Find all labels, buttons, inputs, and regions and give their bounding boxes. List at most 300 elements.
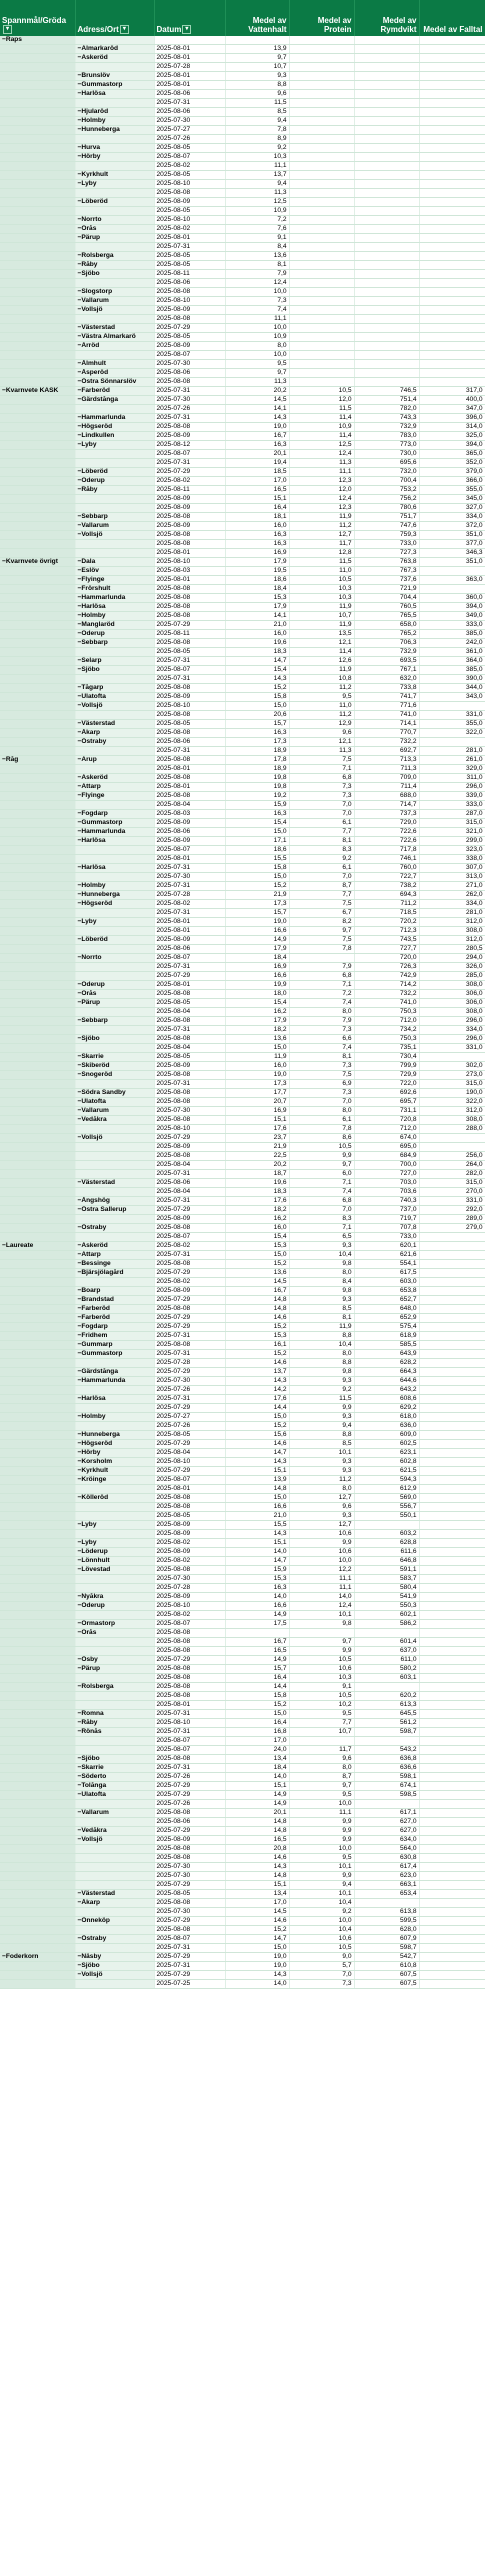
table-row — [0, 1008, 485, 1017]
density-cell: 598,5 — [354, 1791, 419, 1800]
place-cell — [75, 1044, 154, 1053]
place-cell — [75, 972, 154, 981]
place-cell[interactable]: −Pärup — [75, 1665, 154, 1674]
density-cell: 760,5 — [354, 603, 419, 612]
table-row — [0, 621, 485, 630]
table-row — [0, 909, 485, 918]
table-row — [0, 747, 485, 756]
place-cell[interactable]: −Pärup — [75, 234, 154, 243]
water-cell: 14,9 — [225, 936, 289, 945]
place-cell[interactable]: −Harlösa — [75, 603, 154, 612]
crop-cell — [0, 1548, 75, 1557]
falltal-cell — [419, 1260, 485, 1269]
place-cell[interactable]: −Attarp — [75, 783, 154, 792]
place-cell[interactable]: −Kröinge — [75, 1476, 154, 1485]
date-cell: 2025-08-08 — [154, 531, 225, 540]
place-cell[interactable]: −Oderup — [75, 1602, 154, 1611]
filter-dropdown-icon[interactable]: ▾ — [120, 25, 129, 34]
falltal-cell — [419, 162, 485, 171]
header-place[interactable]: Adress/Ort ▾ — [75, 0, 154, 36]
crop-cell — [0, 1458, 75, 1467]
protein-cell: 9,9 — [289, 1539, 354, 1548]
crop-cell[interactable]: −Råg — [0, 756, 75, 765]
protein-cell: 12,8 — [289, 549, 354, 558]
place-cell[interactable]: −Fridhem — [75, 1332, 154, 1341]
place-cell[interactable]: −Farberöd — [75, 1305, 154, 1314]
falltal-cell: 333,0 — [419, 621, 485, 630]
place-cell[interactable]: −Holmby — [75, 612, 154, 621]
falltal-cell — [419, 1314, 485, 1323]
table-row — [0, 837, 485, 846]
place-cell[interactable]: −Ålmhult — [75, 360, 154, 369]
place-cell[interactable]: −Hörby — [75, 153, 154, 162]
density-cell: 714,2 — [354, 981, 419, 990]
protein-cell: 10,5 — [289, 1143, 354, 1152]
water-cell: 16,4 — [225, 1719, 289, 1728]
falltal-cell — [419, 369, 485, 378]
place-cell[interactable]: −Hammarlunda — [75, 414, 154, 423]
header-crop[interactable]: Spannmål/Gröda▾ — [0, 0, 75, 36]
water-cell: 14,0 — [225, 1773, 289, 1782]
crop-cell[interactable]: −Foderkorn — [0, 1953, 75, 1962]
place-cell[interactable]: −Askeröd — [75, 1242, 154, 1251]
place-cell[interactable]: −Lönnhult — [75, 1557, 154, 1566]
density-cell: 646,8 — [354, 1557, 419, 1566]
place-cell[interactable]: −Hjularöd — [75, 108, 154, 117]
place-cell[interactable]: −Norrto — [75, 954, 154, 963]
place-cell[interactable]: −Gärdstånga — [75, 396, 154, 405]
place-cell[interactable]: −Brandstad — [75, 1296, 154, 1305]
place-cell[interactable]: −Snogeröd — [75, 1071, 154, 1080]
place-cell[interactable]: −Vollsjö — [75, 306, 154, 315]
falltal-cell: 394,0 — [419, 441, 485, 450]
table-row — [0, 1170, 485, 1179]
falltal-cell: 242,0 — [419, 639, 485, 648]
place-cell[interactable]: −Västra Almarkarö — [75, 333, 154, 342]
falltal-cell — [419, 1557, 485, 1566]
place-cell[interactable]: −Gummastorp — [75, 819, 154, 828]
place-cell[interactable]: −Almarkaröd — [75, 45, 154, 54]
place-cell[interactable]: −Lyby — [75, 918, 154, 927]
place-cell[interactable]: −Bjärsjölagård — [75, 1269, 154, 1278]
place-cell[interactable]: −Sjöbo — [75, 1755, 154, 1764]
density-cell: 543,2 — [354, 1746, 419, 1755]
place-cell[interactable]: −Sebbarp — [75, 513, 154, 522]
protein-cell: 8,0 — [289, 1485, 354, 1494]
place-cell[interactable]: −Vedåkra — [75, 1827, 154, 1836]
table-row — [0, 1305, 485, 1314]
falltal-cell: 313,0 — [419, 873, 485, 882]
place-cell[interactable]: −Manglaröd — [75, 621, 154, 630]
place-cell[interactable]: −Flyinge — [75, 792, 154, 801]
table-row — [0, 414, 485, 423]
falltal-cell — [419, 243, 485, 252]
place-cell[interactable]: −Vollsjö — [75, 1971, 154, 1980]
place-cell[interactable]: −Råby — [75, 261, 154, 270]
place-cell[interactable]: −Gärdstånga — [75, 1368, 154, 1377]
density-cell: 653,4 — [354, 1890, 419, 1899]
density-cell: 564,0 — [354, 1845, 419, 1854]
falltal-cell — [419, 1962, 485, 1971]
falltal-cell: 343,0 — [419, 693, 485, 702]
crop-cell — [0, 585, 75, 594]
place-cell[interactable]: −Ärröd — [75, 342, 154, 351]
water-cell: 9,5 — [225, 360, 289, 369]
place-cell[interactable]: −Vedåkra — [75, 1116, 154, 1125]
place-cell[interactable]: −Högseröd — [75, 900, 154, 909]
date-cell: 2025-07-29 — [154, 1881, 225, 1890]
place-cell[interactable]: −Orås — [75, 990, 154, 999]
falltal-cell — [419, 1917, 485, 1926]
crop-cell[interactable]: −Laureate — [0, 1242, 75, 1251]
density-cell — [354, 144, 419, 153]
water-cell: 11,3 — [225, 189, 289, 198]
water-cell: 16,9 — [225, 963, 289, 972]
place-cell[interactable]: −Brunslöv — [75, 72, 154, 81]
place-cell[interactable]: −Fogdarp — [75, 810, 154, 819]
place-cell[interactable]: −Norrto — [75, 216, 154, 225]
crop-cell — [0, 1170, 75, 1179]
place-cell[interactable]: −Harlösa — [75, 1395, 154, 1404]
density-cell: 621,5 — [354, 1467, 419, 1476]
place-cell[interactable]: −Selarp — [75, 657, 154, 666]
place-cell[interactable]: −Östra Sallerup — [75, 1206, 154, 1215]
place-cell[interactable]: −Tolånga — [75, 1782, 154, 1791]
protein-cell: 7,5 — [289, 756, 354, 765]
table-row — [0, 45, 485, 54]
crop-cell — [0, 1395, 75, 1404]
falltal-cell: 321,0 — [419, 828, 485, 837]
filter-dropdown-icon[interactable]: ▾ — [3, 25, 12, 34]
density-cell: 643,9 — [354, 1350, 419, 1359]
density-cell: 617,1 — [354, 1809, 419, 1818]
place-cell[interactable]: −Åsperöd — [75, 369, 154, 378]
place-cell — [75, 1701, 154, 1710]
place-cell[interactable]: −Attarp — [75, 1251, 154, 1260]
place-cell[interactable]: −Lyby — [75, 1521, 154, 1530]
date-cell: 2025-08-03 — [154, 810, 225, 819]
place-cell[interactable]: −Farberöd — [75, 1314, 154, 1323]
place-cell[interactable]: −Västerstad — [75, 720, 154, 729]
table-row — [0, 36, 485, 45]
place-cell[interactable]: −Vallarum — [75, 1809, 154, 1818]
place-cell[interactable]: −Romna — [75, 1710, 154, 1719]
protein-cell — [289, 36, 354, 45]
falltal-cell: 307,0 — [419, 864, 485, 873]
place-cell — [75, 1485, 154, 1494]
density-cell: 598,7 — [354, 1944, 419, 1953]
place-cell[interactable]: −Löderup — [75, 1548, 154, 1557]
falltal-cell — [419, 1656, 485, 1665]
crop-cell — [0, 468, 75, 477]
place-cell[interactable]: −Farberöd — [75, 387, 154, 396]
density-cell: 623,1 — [354, 1449, 419, 1458]
header-water[interactable]: Medel av Vattenhalt — [225, 0, 289, 36]
date-cell: 2025-07-29 — [154, 1440, 225, 1449]
water-cell: 14,9 — [225, 1791, 289, 1800]
place-cell[interactable]: −Rolsberga — [75, 252, 154, 261]
crop-cell[interactable]: −Kvarnvete övrigt — [0, 558, 75, 567]
place-cell[interactable]: −Kölleröd — [75, 1494, 154, 1503]
water-cell: 21,0 — [225, 621, 289, 630]
density-cell: 628,2 — [354, 1359, 419, 1368]
place-cell[interactable]: −Skarrie — [75, 1764, 154, 1773]
place-cell[interactable]: −Kyrkhult — [75, 1467, 154, 1476]
place-cell[interactable]: −Västerstad — [75, 1890, 154, 1899]
place-cell[interactable]: −Harlösa — [75, 864, 154, 873]
place-cell[interactable]: −Vallarum — [75, 1107, 154, 1116]
table-row — [0, 648, 485, 657]
density-cell — [354, 45, 419, 54]
place-cell[interactable]: −Hunneberga — [75, 126, 154, 135]
water-cell: 14,4 — [225, 1683, 289, 1692]
place-cell[interactable]: −Östra Sönnarslöv — [75, 378, 154, 387]
table-row — [0, 234, 485, 243]
header-protein[interactable]: Medel av Protein — [289, 0, 354, 36]
place-cell[interactable]: −Åkarp — [75, 729, 154, 738]
water-cell: 18,3 — [225, 1188, 289, 1197]
table-row — [0, 549, 485, 558]
date-cell: 2025-07-28 — [154, 891, 225, 900]
place-cell[interactable]: −Östraby — [75, 738, 154, 747]
place-cell[interactable]: −Hörby — [75, 1449, 154, 1458]
place-cell[interactable]: −Dala — [75, 558, 154, 567]
date-cell: 2025-08-01 — [154, 1485, 225, 1494]
place-cell[interactable]: −Råby — [75, 486, 154, 495]
header-density[interactable]: Medel av Rymdvikt — [354, 0, 419, 36]
falltal-cell — [419, 1935, 485, 1944]
date-cell: 2025-08-09 — [154, 306, 225, 315]
place-cell — [75, 1386, 154, 1395]
crop-cell — [0, 288, 75, 297]
falltal-cell — [419, 1863, 485, 1872]
place-cell[interactable]: −Rönås — [75, 1728, 154, 1737]
place-cell[interactable]: −Ulatofta — [75, 1791, 154, 1800]
table-row — [0, 531, 485, 540]
place-cell[interactable]: −Ångshög — [75, 1197, 154, 1206]
crop-cell — [0, 369, 75, 378]
place-cell[interactable]: −Västerstad — [75, 324, 154, 333]
date-cell: 2025-08-08 — [154, 684, 225, 693]
place-cell[interactable]: −Boarp — [75, 1287, 154, 1296]
place-cell[interactable]: −Västerstad — [75, 1179, 154, 1188]
place-cell[interactable]: −Högseröd — [75, 423, 154, 432]
protein-cell: 7,1 — [289, 981, 354, 990]
place-cell[interactable]: −Bessinge — [75, 1260, 154, 1269]
date-cell: 2025-08-09 — [154, 936, 225, 945]
falltal-cell: 312,0 — [419, 936, 485, 945]
table-row — [0, 1548, 485, 1557]
place-cell[interactable]: −Hammarlunda — [75, 1377, 154, 1386]
date-cell: 2025-07-31 — [154, 1026, 225, 1035]
falltal-cell: 322,0 — [419, 729, 485, 738]
date-cell: 2025-08-06 — [154, 90, 225, 99]
protein-cell: 8,8 — [289, 1431, 354, 1440]
water-cell: 17,0 — [225, 1737, 289, 1746]
place-cell[interactable]: −Holmby — [75, 882, 154, 891]
header-date[interactable]: Datum ▾ — [154, 0, 225, 36]
table-row — [0, 1089, 485, 1098]
place-cell[interactable]: −Ulatofta — [75, 693, 154, 702]
table-row — [0, 90, 485, 99]
date-cell: 2025-07-29 — [154, 468, 225, 477]
place-cell[interactable]: −Sjöbo — [75, 270, 154, 279]
place-cell[interactable]: −Eslöv — [75, 567, 154, 576]
crop-cell[interactable]: −Raps — [0, 36, 75, 45]
place-cell[interactable]: −Löberöd — [75, 198, 154, 207]
place-cell[interactable]: −Önneköp — [75, 1917, 154, 1926]
place-cell[interactable]: −Fogdarp — [75, 1323, 154, 1332]
falltal-cell — [419, 1251, 485, 1260]
protein-cell: 11,1 — [289, 468, 354, 477]
protein-cell: 10,0 — [289, 1800, 354, 1809]
density-cell: 731,1 — [354, 1107, 419, 1116]
density-cell — [354, 378, 419, 387]
place-cell[interactable]: −Oderup — [75, 630, 154, 639]
falltal-cell: 294,0 — [419, 954, 485, 963]
place-cell[interactable]: −Råby — [75, 1719, 154, 1728]
crop-cell — [0, 405, 75, 414]
falltal-cell — [419, 1809, 485, 1818]
place-cell[interactable]: −Vollsjö — [75, 702, 154, 711]
place-cell[interactable]: −Sjöbo — [75, 666, 154, 675]
place-cell[interactable]: −Lyby — [75, 180, 154, 189]
crop-cell — [0, 621, 75, 630]
place-cell[interactable]: −Kyrkhult — [75, 171, 154, 180]
place-cell[interactable]: −Vollsjö — [75, 1836, 154, 1845]
place-cell[interactable]: −Slogstorp — [75, 288, 154, 297]
water-cell: 18,6 — [225, 846, 289, 855]
place-cell[interactable]: −Hammarlunda — [75, 828, 154, 837]
place-cell[interactable]: −Södra Sandby — [75, 1089, 154, 1098]
crop-cell — [0, 837, 75, 846]
protein-cell: 9,9 — [289, 1647, 354, 1656]
place-cell[interactable]: −Hammarlunda — [75, 594, 154, 603]
crop-cell — [0, 972, 75, 981]
table-row — [0, 1413, 485, 1422]
protein-cell: 11,9 — [289, 513, 354, 522]
place-cell[interactable]: −Askeröd — [75, 54, 154, 63]
date-cell: 2025-07-29 — [154, 1206, 225, 1215]
place-cell[interactable]: −Sebbarp — [75, 1017, 154, 1026]
falltal-cell — [419, 1449, 485, 1458]
crop-cell — [0, 1008, 75, 1017]
filter-dropdown-icon[interactable]: ▾ — [182, 25, 191, 34]
place-cell[interactable]: −Hurva — [75, 144, 154, 153]
place-cell[interactable]: −Orås — [75, 1629, 154, 1638]
place-cell[interactable]: −Högseröd — [75, 1440, 154, 1449]
place-cell[interactable]: −Frörshult — [75, 585, 154, 594]
date-cell: 2025-08-09 — [154, 819, 225, 828]
place-cell[interactable]: −Gummarp — [75, 1341, 154, 1350]
place-cell[interactable]: −Åkarp — [75, 1899, 154, 1908]
place-cell[interactable]: −Hunneberga — [75, 891, 154, 900]
crop-cell — [0, 1800, 75, 1809]
date-cell: 2025-08-01 — [154, 576, 225, 585]
place-cell[interactable]: −Gummastorp — [75, 81, 154, 90]
place-cell[interactable]: −Holmby — [75, 1413, 154, 1422]
place-cell[interactable]: −Vallarum — [75, 297, 154, 306]
place-cell[interactable]: −Oderup — [75, 477, 154, 486]
table-row — [0, 1575, 485, 1584]
crop-cell[interactable]: −Kvarnvete KASK — [0, 387, 75, 396]
table-row — [0, 729, 485, 738]
header-falltal[interactable]: Medel av Falltal — [419, 0, 485, 36]
table-row — [0, 351, 485, 360]
crop-cell — [0, 1917, 75, 1926]
water-cell: 15,2 — [225, 684, 289, 693]
protein-cell: 10,4 — [289, 1926, 354, 1935]
place-cell[interactable]: −Oderup — [75, 981, 154, 990]
date-cell: 2025-08-09 — [154, 1062, 225, 1071]
place-cell[interactable]: −Tågarp — [75, 684, 154, 693]
place-cell[interactable]: −Ulatofta — [75, 1098, 154, 1107]
place-cell[interactable]: −Löberöd — [75, 936, 154, 945]
protein-cell — [289, 360, 354, 369]
place-cell[interactable]: −Sjöbo — [75, 1035, 154, 1044]
water-cell: 14,6 — [225, 1440, 289, 1449]
place-cell[interactable]: −Harlösa — [75, 837, 154, 846]
water-cell: 7,4 — [225, 306, 289, 315]
place-cell[interactable]: −Löberöd — [75, 468, 154, 477]
place-cell[interactable]: −Vollsjö — [75, 531, 154, 540]
place-cell[interactable]: −Lyby — [75, 441, 154, 450]
place-cell[interactable]: −Näsby — [75, 1953, 154, 1962]
place-cell[interactable]: −Gummastorp — [75, 1350, 154, 1359]
water-cell: 17,9 — [225, 603, 289, 612]
place-cell[interactable]: −Orås — [75, 225, 154, 234]
falltal-cell: 256,0 — [419, 1152, 485, 1161]
place-cell[interactable]: −Sjöbo — [75, 1962, 154, 1971]
place-cell[interactable]: −Arup — [75, 756, 154, 765]
place-cell[interactable]: −Östraby — [75, 1224, 154, 1233]
place-cell[interactable]: −Harlösa — [75, 90, 154, 99]
place-cell[interactable]: −Lövestad — [75, 1566, 154, 1575]
protein-cell: 9,7 — [289, 1782, 354, 1791]
place-cell[interactable]: −Holmby — [75, 117, 154, 126]
protein-cell: 12,9 — [289, 720, 354, 729]
place-cell[interactable]: −Söderto — [75, 1773, 154, 1782]
falltal-cell — [419, 1422, 485, 1431]
falltal-cell: 352,0 — [419, 459, 485, 468]
place-cell[interactable]: −Askeröd — [75, 774, 154, 783]
table-row — [0, 1764, 485, 1773]
place-cell[interactable]: −Hunneberga — [75, 1431, 154, 1440]
place-cell[interactable]: −Nyåkra — [75, 1593, 154, 1602]
place-cell[interactable]: −Lindkullen — [75, 432, 154, 441]
protein-cell: 9,0 — [289, 1953, 354, 1962]
crop-cell — [0, 801, 75, 810]
water-cell: 10,9 — [225, 333, 289, 342]
place-cell[interactable]: −Ösby — [75, 1656, 154, 1665]
place-cell[interactable]: −Korsholm — [75, 1458, 154, 1467]
place-cell[interactable]: −Lyby — [75, 1539, 154, 1548]
place-cell[interactable]: −Rolsberga — [75, 1683, 154, 1692]
place-cell[interactable]: −Vallarum — [75, 522, 154, 531]
place-cell[interactable]: −Östraby — [75, 1935, 154, 1944]
place-cell[interactable]: −Flyinge — [75, 576, 154, 585]
place-cell[interactable]: −Ormastorp — [75, 1620, 154, 1629]
place-cell[interactable]: −Skiberöd — [75, 1062, 154, 1071]
table-row — [0, 1512, 485, 1521]
place-cell[interactable]: −Sebbarp — [75, 639, 154, 648]
place-cell[interactable]: −Skarrie — [75, 1053, 154, 1062]
falltal-cell — [419, 207, 485, 216]
density-cell: 695,7 — [354, 1098, 419, 1107]
place-cell[interactable]: −Pärup — [75, 999, 154, 1008]
place-cell[interactable]: −Vollsjö — [75, 1134, 154, 1143]
falltal-cell — [419, 261, 485, 270]
